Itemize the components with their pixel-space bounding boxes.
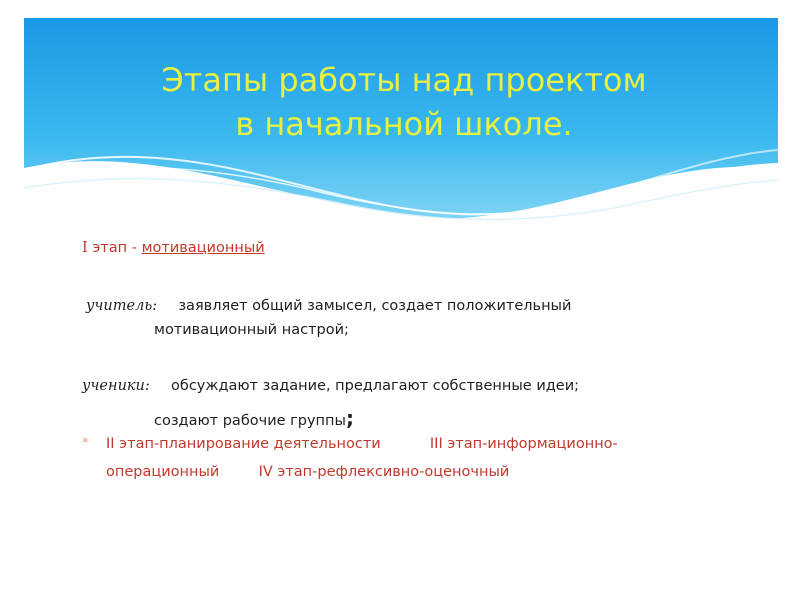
students-role: ученики: xyxy=(82,378,150,394)
stage2-text: II этап-планирование деятельности xyxy=(106,436,381,452)
teacher-text-2: мотивационный настрой; xyxy=(154,322,349,338)
teacher-role: учитель: xyxy=(86,298,158,314)
teacher-line-1 xyxy=(86,298,571,314)
students-text-1: обсуждают задание, предлагают собственные идеи; xyxy=(171,378,580,394)
stage3-text-part1: III этап-информационно- xyxy=(429,436,618,452)
header-banner xyxy=(24,18,778,232)
stage3-text-part2: операционный xyxy=(106,464,220,480)
stage1-label: этап - xyxy=(92,240,142,256)
teacher-text-1: заявляет общий замысел, создает положительный xyxy=(178,298,572,314)
stage1-name: мотивационный xyxy=(141,240,265,256)
teacher-line-2 xyxy=(154,322,349,338)
students-text-2-end: ; xyxy=(345,406,354,430)
stage4-text: IV этап-рефлексивно-оценочный xyxy=(258,464,510,480)
bullet-marker: * xyxy=(82,436,89,451)
stage1-numeral: I xyxy=(82,240,88,256)
slide-title xyxy=(124,58,684,146)
students-line-2 xyxy=(154,406,354,430)
title-line-2: в начальной школе. xyxy=(235,105,573,143)
title-line-1: Этапы работы над проектом xyxy=(161,61,647,99)
stage1-heading xyxy=(82,240,265,256)
stages-line-1 xyxy=(106,436,618,452)
stages-line-2 xyxy=(106,464,509,480)
students-text-2: создают рабочие группы xyxy=(154,413,346,429)
students-line-1 xyxy=(82,378,579,394)
